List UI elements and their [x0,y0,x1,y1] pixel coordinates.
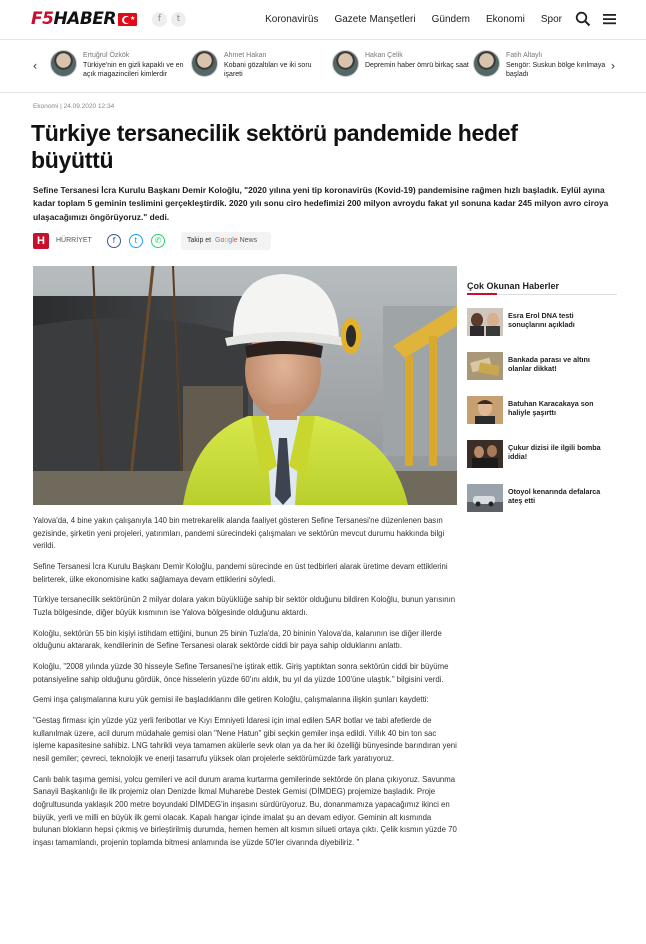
gn-news: News [237,237,258,244]
gn-e: e [233,237,238,244]
most-read-item[interactable] [467,396,617,426]
site-header [0,0,646,40]
search-icon[interactable] [574,10,592,28]
author-name: Ertuğrul Özkök [83,52,130,59]
news-thumbnail [467,308,503,336]
nav-gazete-mansetleri[interactable]: Gazete Manşetleri [334,14,416,25]
most-read-headline[interactable]: Batuhan Karacakaya son haliyle şaşırttı [508,399,594,417]
chevron-right-icon[interactable]: › [610,59,616,73]
author-avatar [473,50,500,77]
most-read-title: Çok Okunan Haberler [467,281,560,291]
facebook-icon[interactable]: f [152,12,167,27]
body-paragraph: "Gestaş firması için yüzde yüz yerli feribotlar ve Kıyı Emniyeti İdaresi için imal edilen SAR botlar ve tabi afetlerde de kullanılmak üzere, acil durum müdahale gemisi olan "Nene Hatun" gibi seçkin gemiler inşa edildi. Yıllık 40 bin ton sac işleme kapasitesine sahibiz. LNG tahrikli veya tamamen akülerle sevk olan ya da her iki özelliği bünyesinde barındıran yeni nesil gemiler; çevreci, teknolojik ve enerji tasarrufu yüksek olan projelerle sektörümüzde fark yaratıyoruz. [33,716,457,764]
nav-ekonomi[interactable]: Ekonomi [485,14,525,25]
site-logo[interactable]: F5HABER [31,9,116,29]
most-read-item[interactable] [467,440,617,470]
gn-o1: o [220,237,225,244]
twitter-icon[interactable]: t [171,12,186,27]
body-paragraph: Sefine Tersanesi İcra Kurulu Başkanı Demir Koloğlu, pandemi sürecinde en üst tedbirleri alarak üretime devam ettiklerini belirterek, ülke ekonomisine katkı sağlamaya devam ettiklerini söyledi. [33,561,448,584]
author-card[interactable] [332,50,467,84]
news-thumbnail [467,484,503,512]
menu-icon[interactable] [601,10,619,28]
author-headline[interactable]: Kobani gözaltıları ve iki soru işareti [224,62,312,78]
body-paragraph: Koloğlu, sektörün 55 bin kişiyi istihdam ettiğini, bunun 25 binin Tuzla'da, 20 bininin Yalova'da, kalanının ise diğer illerde olduğunu aktararak, kendilerinin de Sefine Tersanesi olarak sektörde ciddi bir paya sahip olduklarını anlattı. [33,628,442,651]
author-strip [0,41,646,93]
author-name: Hakan Çelik [365,52,403,59]
follow-label: Takip et [187,237,212,244]
facebook-share-icon[interactable]: f [107,234,121,248]
article-meta: Ekonomi | 24.09.2020 12:34 [33,103,115,110]
most-read-headline[interactable]: Bankada parası ve altını olanlar dikkat! [508,355,590,373]
author-headline[interactable]: Depremin haber ömrü birkaç saat [365,62,469,69]
source-name: HÜRRİYET [56,237,92,244]
twitter-share-icon[interactable]: t [129,234,143,248]
whatsapp-share-icon[interactable]: ✆ [151,234,165,248]
turkish-flag-icon: ★ [118,13,137,26]
google-news-follow-button[interactable] [181,232,271,250]
chevron-left-icon[interactable]: ‹ [32,59,38,73]
gn-l: l [232,237,234,244]
share-bar [33,233,453,249]
nav-gundem[interactable]: Gündem [431,14,470,25]
news-thumbnail [467,352,503,380]
nav-spor[interactable]: Spor [540,14,562,25]
article-hero-image [33,266,457,505]
most-read-headline[interactable]: Otoyol kenarında defalarca ateş etti [508,487,601,505]
gn-g2: g [228,237,233,244]
author-name: Ahmet Hakan [224,52,267,59]
author-card[interactable] [473,50,608,84]
author-avatar [332,50,359,77]
body-paragraph: Türkiye tersanecilik sektörünün 2 milyar dolara yakın büyüklüğe sahip bir sektör olduğunu bildiren Koloğlu, bunun yarısının Tuzla bölgesinde, diğer büyük kısmının ise Yalova bölgesinde olduğunu aktardı. [33,595,456,617]
most-read-headline[interactable]: Çukur dizisi ile ilgili bomba iddia! [508,443,601,461]
author-card[interactable] [50,50,185,84]
article-title: Türkiye tersanecilik sektörü pandemide hedef büyüttü [31,120,518,173]
body-paragraph: Yalova'da, 4 bine yakın çalışanıyla 140 bin metrekarelik alanda faaliyet gösteren Sefine Tersanesi'ne düzenlenen basın gezisinde, şirketin yeni projeleri, yatırımları, pandemi sürecindeki çalışmaları ve sektörün mevcut durumu hakkında bilgi verildi. [33,516,445,551]
nav-koronavirus[interactable]: Koronavirüs [265,14,319,25]
author-card[interactable] [191,50,326,84]
most-read-item[interactable] [467,352,617,382]
author-headline[interactable]: Türkiye'nin en gizli kapaklı ve en açık magazincileri kimlerdir [83,62,184,78]
body-paragraph: Gemi inşa çalışmalarına kuru yük gemisi ile başladıklarını dile getiren Koloğlu, çalışmalarına ilişkin şunları kaydetti: [33,695,429,705]
body-paragraph: Canlı balık taşıma gemisi, yolcu gemileri ve acil durum arama kurtarma gemilerinde sektörde ön plana çıkıyoruz. Savunma Sanayii Başkanlığı ile ilk projemiz olan Denizde İkmal Muharebe Destek Gemisi (DİMDEG) projemize başladık. Proje doğrultusunda yaklaşık 200 metre boyundaki DİMDEG'in inşasını sürdürüyoruz. Bu, donanmamıza yapacağımız ikinci en büyük, yerli ve milli en büyük ilk gemi olacak. Kapalı hangar içinde imalat şu an devam ediyor. Geminin alt kısmında bulunan blokların hepsi çıkmış ve birleştirilmiş durumda, hemen hemen alt kısmın silueti ortaya çıktı. Çelik kısmın yüzde 70 inşası tamamlandı, projenin toplamda bitmesi anlamında ise yüzde 50'ler civarında diyebiliriz. " [33,774,457,847]
news-thumbnail [467,396,503,424]
author-headline[interactable]: Sengör: Suskun bölge kırılmaya başladı [506,62,606,78]
article-body [33,515,458,858]
most-read-item[interactable] [467,484,617,514]
sidebar-divider [467,294,617,295]
gn-g: G [215,237,221,244]
news-thumbnail [467,440,503,468]
author-avatar [191,50,218,77]
most-read-headline[interactable]: Esra Erol DNA testi sonuçlarını açıkladı [508,311,575,329]
main-nav [265,14,562,25]
article-lead: Sefine Tersanesi İcra Kurulu Başkanı Demir Koloğlu, "2020 yılına yeni tip koronavirüs (Kovid-19) pandemisine rağmen hızlı başladık. Eylül ayına kadar toplam 5 geminin teslimini gerçekleştirdik. 2020 yılı sonu ciro hedefimizi 200 milyon avroydu fakat yıl sonuna kadar 245 milyon avro ciroya ulaşacağımızı öngörüyoruz." dedi. [33,185,609,222]
hurriyet-logo-icon[interactable]: H [33,233,49,249]
most-read-item[interactable] [467,308,617,338]
gn-o2: o [224,237,229,244]
body-paragraph: Koloğlu, "2008 yılında yüzde 30 hisseyle Sefine Tersanesi'ne iştirak ettik. Giriş yaptıktan sonra sektörün ciddi bir büyüme potansiyeline sahip olduğunu gördük, önce hisselerin yüzde 60'ını aldık, bu yıl da yüzde 100'üne ulaştık." bilgisini verdi. [33,662,449,684]
author-name: Fatih Altaylı [506,52,543,59]
author-avatar [50,50,77,77]
